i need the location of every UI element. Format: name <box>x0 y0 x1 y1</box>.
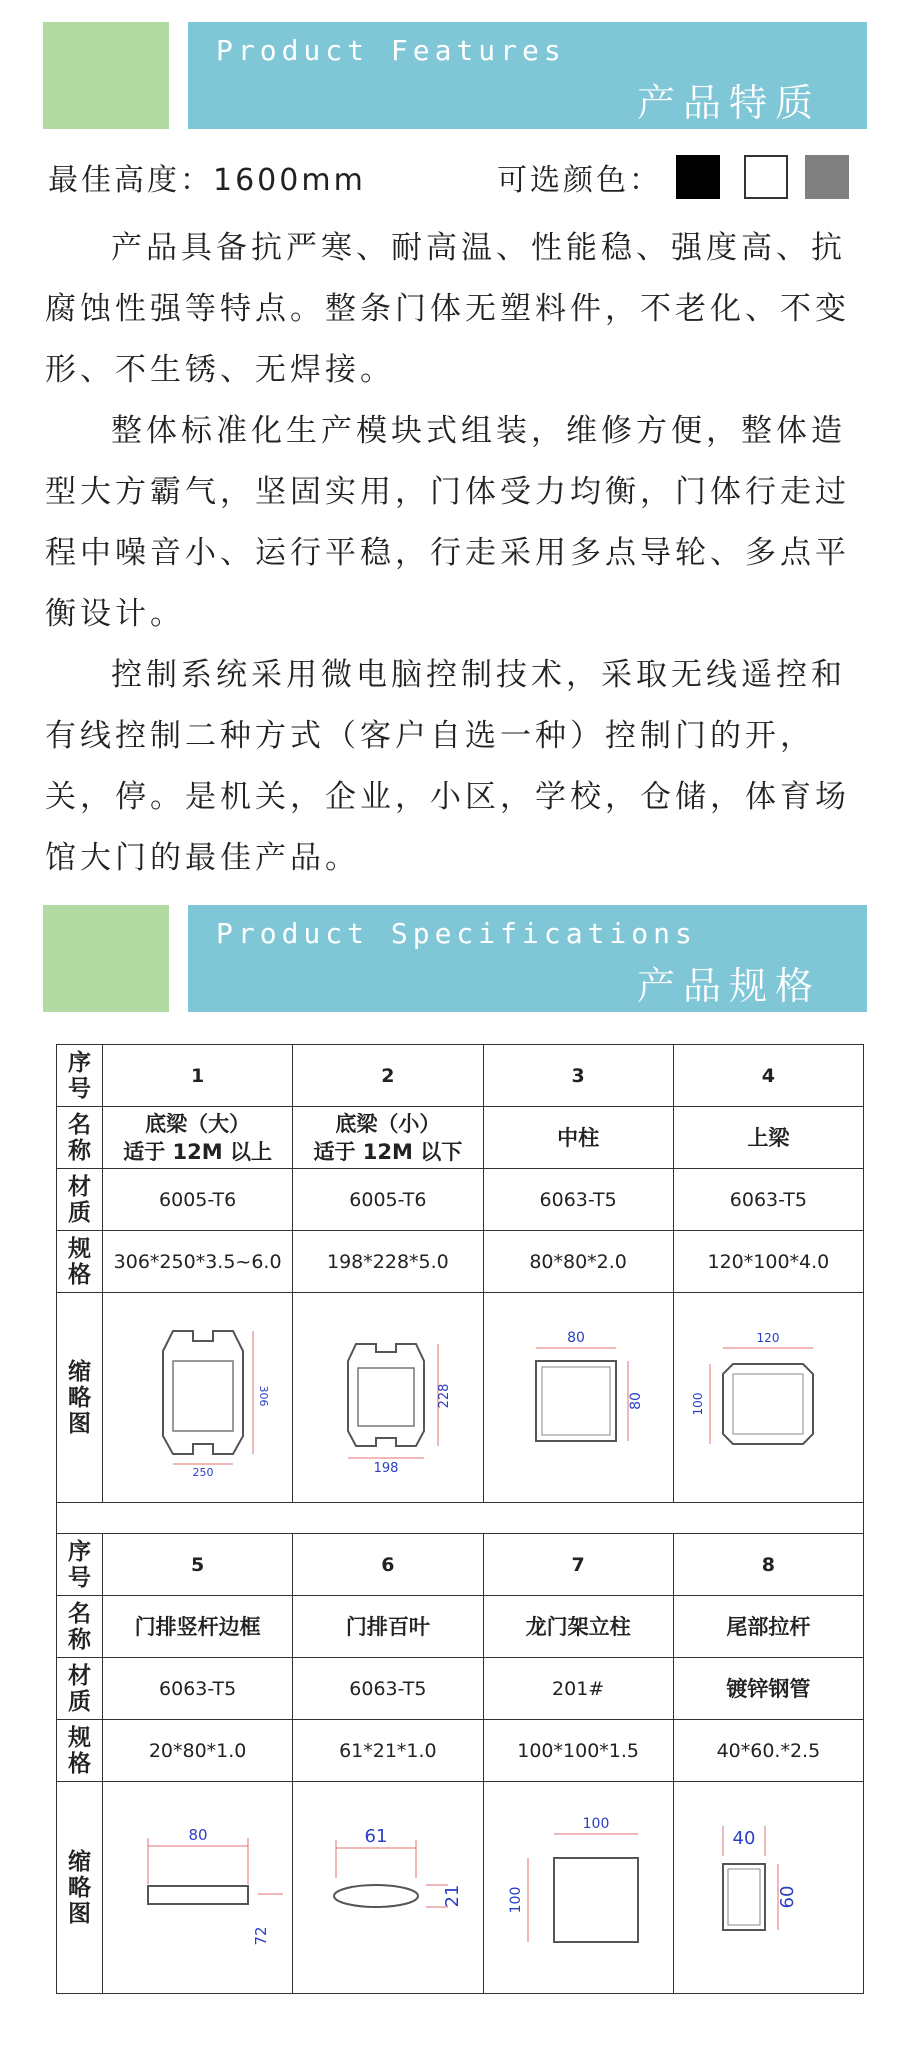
spec-cell: 198*228*5.0 <box>293 1231 483 1293</box>
top-beam-drawing <box>678 1306 858 1486</box>
thumbnail-cell <box>673 1782 863 1994</box>
row-seq <box>57 1045 864 1107</box>
row-thumbnail <box>57 1293 864 1503</box>
thumbnail-cell <box>103 1293 293 1503</box>
spec-cell: 40*60.*2.5 <box>673 1720 863 1782</box>
svg-text:80: 80 <box>567 1329 586 1346</box>
svg-text:80: 80 <box>188 1825 208 1844</box>
svg-text:80: 80 <box>628 1391 645 1410</box>
door-frame-drawing <box>108 1796 288 1976</box>
thumbnail-cell <box>293 1782 483 1994</box>
header-thumbnail: 缩 略 图 <box>57 1293 103 1503</box>
header-spec: 规 格 <box>57 1720 103 1782</box>
row-spec <box>57 1720 864 1782</box>
row-seq <box>57 1534 864 1596</box>
spec-cell: 20*80*1.0 <box>103 1720 293 1782</box>
banner-title-cn: 产品规格 <box>636 964 821 1008</box>
name-cell: 门排竖杆边框 <box>103 1596 293 1658</box>
seq-cell: 5 <box>103 1534 293 1596</box>
seq-cell: 7 <box>483 1534 673 1596</box>
header-seq: 序 号 <box>57 1045 103 1107</box>
spec-cell: 120*100*4.0 <box>673 1231 863 1293</box>
thumbnail-cell <box>483 1293 673 1503</box>
louver-drawing <box>298 1796 478 1976</box>
material-cell: 201# <box>483 1658 673 1720</box>
seq-cell: 6 <box>293 1534 483 1596</box>
banner-title-en: Product Specifications <box>216 917 697 950</box>
row-spec <box>57 1231 864 1293</box>
svg-text:21: 21 <box>441 1884 463 1907</box>
color-swatch-white <box>744 155 788 199</box>
banner-green-block <box>43 22 169 129</box>
bottom-beam-large-drawing <box>108 1306 288 1486</box>
specs-banner <box>43 905 867 1012</box>
row-thumbnail <box>57 1782 864 1994</box>
svg-text:198: 198 <box>373 1460 399 1476</box>
header-material: 材 质 <box>57 1169 103 1231</box>
color-label: 可选颜色： <box>497 163 662 198</box>
thumbnail-cell <box>673 1293 863 1503</box>
gantry-column-drawing <box>488 1796 668 1976</box>
svg-text:72: 72 <box>251 1925 270 1946</box>
spec-cell: 61*21*1.0 <box>293 1720 483 1782</box>
bottom-beam-small-drawing <box>298 1306 478 1486</box>
seq-cell: 2 <box>293 1045 483 1107</box>
seq-cell: 1 <box>103 1045 293 1107</box>
header-name: 名 称 <box>57 1596 103 1658</box>
header-thumbnail: 缩 略 图 <box>57 1782 103 1994</box>
seq-cell: 4 <box>673 1045 863 1107</box>
material-cell: 6063-T5 <box>103 1658 293 1720</box>
color-swatch-black <box>676 155 720 199</box>
svg-text:120: 120 <box>756 1330 780 1345</box>
row-name <box>57 1596 864 1658</box>
color-swatch-gray <box>805 155 849 199</box>
svg-text:250: 250 <box>192 1465 214 1479</box>
features-banner <box>43 22 867 129</box>
material-cell: 6063-T5 <box>673 1169 863 1231</box>
spec-cell: 80*80*2.0 <box>483 1231 673 1293</box>
header-seq: 序 号 <box>57 1534 103 1596</box>
thumbnail-cell <box>103 1782 293 1994</box>
banner-title-en: Product Features <box>216 34 566 67</box>
feature-paragraph-3: 控制系统采用微电脑控制技术，采取无线遥控和有线控制二种方式（客户自选一种）控制门的开，关，停。是机关，企业，小区，学校，仓储，体育场馆大门的最佳产品。 <box>45 657 850 876</box>
spec-cell: 100*100*1.5 <box>483 1720 673 1782</box>
svg-text:306: 306 <box>256 1385 270 1406</box>
name-cell: 门排百叶 <box>293 1596 483 1658</box>
name-cell: 上梁 <box>673 1107 863 1169</box>
name-cell: 尾部拉杆 <box>673 1596 863 1658</box>
name-cell: 中柱 <box>483 1107 673 1169</box>
row-name <box>57 1107 864 1169</box>
seq-cell: 8 <box>673 1534 863 1596</box>
svg-text:228: 228 <box>436 1383 452 1408</box>
tail-rod-drawing <box>678 1796 858 1976</box>
spec-cell: 306*250*3.5~6.0 <box>103 1231 293 1293</box>
spec-table <box>56 1044 864 1994</box>
svg-text:100: 100 <box>508 1886 525 1913</box>
header-material: 材 质 <box>57 1658 103 1720</box>
svg-text:61: 61 <box>364 1825 388 1847</box>
thumbnail-cell <box>483 1782 673 1994</box>
svg-text:60: 60 <box>777 1885 799 1908</box>
material-cell: 6005-T6 <box>103 1169 293 1231</box>
banner-blue-block <box>188 22 867 129</box>
name-cell: 底梁（大） 适于 12M 以上 <box>103 1107 293 1169</box>
seq-cell: 3 <box>483 1045 673 1107</box>
material-cell: 6063-T5 <box>293 1658 483 1720</box>
feature-paragraph-2: 整体标准化生产模块式组装，维修方便，整体造型大方霸气，坚固实用，门体受力均衡，门体行走过程中噪音小、运行平稳，行走采用多点导轮、多点平衡设计。 <box>45 413 850 632</box>
material-cell: 镀锌钢管 <box>673 1658 863 1720</box>
group-separator <box>57 1503 864 1534</box>
banner-blue-block <box>188 905 867 1012</box>
banner-title-cn: 产品特质 <box>636 81 821 125</box>
name-cell: 底梁（小） 适于 12M 以下 <box>293 1107 483 1169</box>
banner-green-block <box>43 905 169 1012</box>
svg-text:100: 100 <box>691 1392 706 1415</box>
header-spec: 规 格 <box>57 1231 103 1293</box>
header-name: 名 称 <box>57 1107 103 1169</box>
thumbnail-cell <box>293 1293 483 1503</box>
row-material <box>57 1658 864 1720</box>
name-cell: 龙门架立柱 <box>483 1596 673 1658</box>
material-cell: 6005-T6 <box>293 1169 483 1231</box>
middle-column-drawing <box>488 1306 668 1486</box>
svg-text:40: 40 <box>732 1827 756 1849</box>
best-height-text: 最佳高度：1600mm <box>48 163 366 198</box>
material-cell: 6063-T5 <box>483 1169 673 1231</box>
row-material <box>57 1169 864 1231</box>
feature-paragraph-1: 产品具备抗严寒、耐高温、性能稳、强度高、抗腐蚀性强等特点。整条门体无塑料件，不老化、不变形、不生锈、无焊接。 <box>45 230 850 388</box>
svg-text:100: 100 <box>582 1815 610 1832</box>
